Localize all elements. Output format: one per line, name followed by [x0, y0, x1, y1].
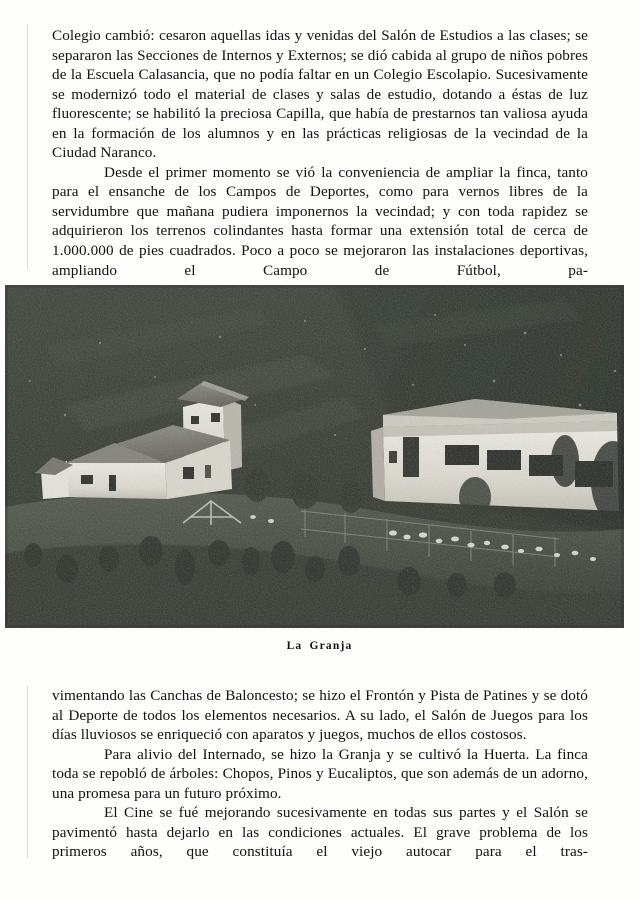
scan-gutter-line — [27, 24, 28, 270]
paragraph: Para alivio del Internado, se hizo la Granja y se cultivó la Huerta. La finca toda se repobló de árboles: Chopos, Pinos y Eucaliptos, que son además de un adorno, una promesa para un futuro próximo. — [52, 745, 588, 802]
scan-gutter-line-lower — [27, 686, 28, 858]
paragraph: El Cine se fué mejorando sucesivamente en todas sus partes y el Salón se pavimentó hasta dejarlo en las condiciones actuales. El grave problema de los primeros años, que constituía el viejo autocar para el tras- — [52, 804, 588, 861]
paragraph: Desde el primer momento se vió la conveniencia de ampliar la finca, tanto para el ensanche de los Campos de Deportes, como para vernos libres de la servidumbre que mañana pudiera imponernos la vecindad; y con toda rapidez se adquirieron los terrenos colindantes hasta formar una extensión total de cerca de 1.000.000 de pies cuadrados. Poco a poco se mejoraron las instalaciones deportivas, ampliando el Campo de Fútbol, pa- — [52, 163, 588, 279]
figure-caption: La Granja — [286, 640, 353, 652]
body-text-below-figure — [52, 686, 588, 881]
body-text-above-figure — [52, 26, 588, 300]
photograph-artwork — [5, 285, 624, 628]
paragraph: Colegio cambió: cesaron aquellas idas y venidas del Salón de Estudios a las clases; se separaron las Secciones de Internos y Externos; se dió cabida al grupo de niños pobres de la Escuela Calasancia, que no podía faltar en un Colegio Escolapio. Sucesivamente se modernizó todo el material de clases y salas de estudio, dotando a éstas de luz fluorescente; se habilitó la preciosa Capilla, que había de prestarnos tan valiosa ayuda en la formación de los alumnos y en las prácticas religiosas de la vecindad de la Ciudad Naranco. — [52, 27, 588, 162]
figure-photograph-la-granja — [5, 285, 624, 628]
paragraph: vimentando las Canchas de Baloncesto; se hizo el Frontón y Pista de Patines y se dotó al Deporte de todos los elementos necesarios. A su lado, el Salón de Juegos para los días lluviosos se enriqueció con aparatos y juegos, muchos de ellos costosos. — [52, 687, 588, 744]
